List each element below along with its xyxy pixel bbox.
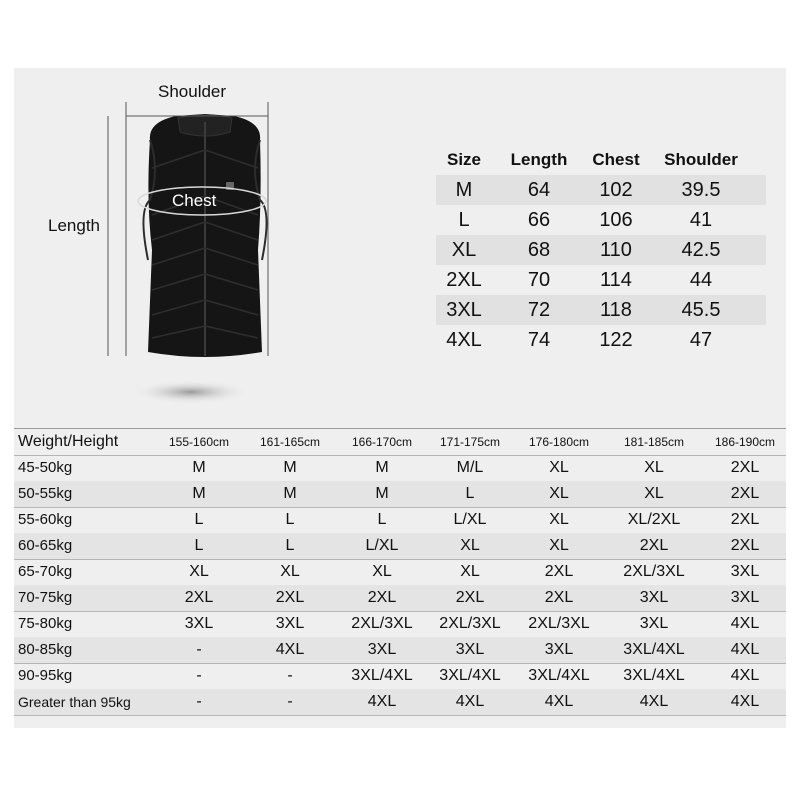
shoulder-cell: 41 (689, 209, 713, 231)
size-recommendation-cell: 2XL (455, 589, 485, 606)
chest-cell: 110 (600, 239, 632, 261)
size-recommendation-cell: 2XL (367, 589, 397, 606)
size-recommendation-cell: 4XL (639, 693, 669, 710)
height-header: 186-190cm (714, 435, 776, 449)
size-recommendation-cell: XL (549, 511, 569, 528)
weight-label: 45-50kg (18, 459, 73, 476)
size-recommendation-cell: XL (460, 537, 480, 554)
weight-label: 75-80kg (18, 615, 73, 632)
size-cell: L (458, 209, 470, 231)
size-recommendation-cell: L/XL (453, 511, 487, 528)
size-recommendation-cell: 4XL (730, 641, 760, 658)
wh-row (14, 611, 786, 638)
size-recommendation-cell: 3XL (184, 615, 214, 632)
size-recommendation-cell: 2XL (184, 589, 214, 606)
size-cell: 3XL (446, 299, 482, 321)
wh-header-row (14, 429, 786, 456)
weight-label: 60-65kg (18, 537, 73, 554)
size-recommendation-cell: 3XL (639, 589, 669, 606)
size-recommendation-cell: M (375, 485, 389, 502)
size-row (436, 205, 766, 235)
size-recommendation-cell: XL (549, 485, 569, 502)
size-recommendation-cell: 3XL (455, 641, 485, 658)
size-recommendation-cell: 3XL (730, 589, 760, 606)
size-recommendation-cell: 4XL (455, 693, 485, 710)
height-header: 161-165cm (259, 435, 321, 449)
size-recommendation-cell: 2XL (730, 511, 760, 528)
size-row (436, 295, 766, 325)
size-recommendation-cell: - (287, 667, 293, 684)
weight-label: 80-85kg (18, 641, 73, 658)
size-recommendation-cell: 2XL/3XL (623, 563, 685, 580)
wh-row (14, 559, 786, 586)
size-recommendation-cell: 2XL (639, 537, 669, 554)
size-recommendation-cell: XL (549, 537, 569, 554)
size-recommendation-cell: M (283, 485, 297, 502)
wh-corner-label: Weight/Height (18, 433, 119, 450)
length-cell: 72 (527, 299, 551, 321)
weight-label: 90-95kg (18, 667, 73, 684)
size-recommendation-cell: 2XL (730, 537, 760, 554)
shoulder-cell: 47 (689, 329, 713, 351)
size-row (436, 175, 766, 205)
weight-label: 50-55kg (18, 485, 73, 502)
wh-row (14, 637, 786, 664)
size-recommendation-cell: XL (189, 563, 209, 580)
weight-label: Greater than 95kg (18, 694, 131, 710)
size-recommendation-cell: 2XL/3XL (528, 615, 590, 632)
size-recommendation-cell: XL (644, 459, 664, 476)
size-recommendation-cell: XL (549, 459, 569, 476)
size-recommendation-cell: 2XL (275, 589, 305, 606)
size-recommendation-cell: 3XL (367, 641, 397, 658)
wh-row (14, 689, 786, 716)
wh-row (14, 481, 786, 508)
size-recommendation-cell: 3XL (730, 563, 760, 580)
size-recommendation-cell: 4XL (730, 615, 760, 632)
size-recommendation-cell: - (196, 641, 202, 658)
size-recommendation-cell: - (196, 667, 202, 684)
size-row (436, 235, 766, 265)
wh-row (14, 663, 786, 690)
length-cell: 66 (527, 209, 551, 231)
size-table-header (436, 145, 766, 175)
size-row (436, 325, 766, 355)
weight-label: 65-70kg (18, 563, 73, 580)
height-header: 171-175cm (439, 435, 501, 449)
length-cell: 70 (527, 269, 551, 291)
height-header: 155-160cm (168, 435, 230, 449)
size-recommendation-cell: XL/2XL (627, 511, 681, 528)
height-header: 166-170cm (351, 435, 413, 449)
length-cell: 64 (527, 179, 551, 201)
size-recommendation-cell: L (285, 511, 295, 528)
size-recommendation-cell: 3XL/4XL (623, 641, 685, 658)
chest-cell: 102 (599, 179, 633, 201)
header-length: Length (510, 150, 568, 169)
shoulder-cell: 44 (689, 269, 713, 291)
size-recommendation-cell: 2XL (544, 589, 574, 606)
size-recommendation-cell: XL (372, 563, 392, 580)
height-header: 176-180cm (528, 435, 590, 449)
header-chest: Chest (592, 150, 640, 169)
size-cell: 4XL (446, 329, 482, 351)
size-recommendation-cell: M/L (456, 459, 484, 476)
height-header: 181-185cm (623, 435, 685, 449)
shoulder-cell: 39.5 (681, 179, 721, 201)
weight-label: 55-60kg (18, 511, 73, 528)
size-recommendation-cell: 3XL (275, 615, 305, 632)
size-recommendation-cell: L (194, 511, 204, 528)
size-recommendation-cell: L (285, 537, 295, 554)
size-recommendation-cell: L (465, 485, 475, 502)
size-recommendation-cell: 2XL/3XL (439, 615, 501, 632)
wh-row (14, 455, 786, 482)
length-cell: 68 (527, 239, 551, 261)
size-cell: XL (451, 239, 477, 261)
size-recommendation-cell: 2XL (544, 563, 574, 580)
size-recommendation-cell: L/XL (365, 537, 399, 554)
size-row (436, 265, 766, 295)
wh-row (14, 585, 786, 612)
size-recommendation-cell: XL (280, 563, 300, 580)
header-shoulder: Shoulder (664, 150, 738, 169)
size-recommendation-cell: M (192, 459, 206, 476)
size-recommendation-cell: 4XL (544, 693, 574, 710)
chest-cell: 106 (599, 209, 633, 231)
size-recommendation-cell: 4XL (730, 667, 760, 684)
shoulder-cell: 45.5 (681, 299, 721, 321)
size-recommendation-cell: M (375, 459, 389, 476)
size-recommendation-cell: 2XL (730, 459, 760, 476)
size-recommendation-cell: 3XL/4XL (351, 667, 413, 684)
size-recommendation-cell: 2XL/3XL (351, 615, 413, 632)
chest-cell: 122 (599, 329, 633, 351)
chest-label: Chest (172, 191, 217, 210)
size-recommendation-cell: - (196, 693, 202, 710)
header-size: Size (446, 150, 482, 169)
wh-row (14, 533, 786, 560)
size-recommendation-cell: XL (460, 563, 480, 580)
size-recommendation-cell: L (194, 537, 204, 554)
chest-cell: 114 (600, 269, 632, 291)
size-recommendation-cell: 3XL/4XL (439, 667, 501, 684)
size-recommendation-cell: - (287, 693, 293, 710)
length-cell: 74 (527, 329, 551, 351)
size-cell: 2XL (446, 269, 482, 291)
size-cell: M (455, 179, 473, 201)
shoulder-label: Shoulder (158, 82, 227, 101)
size-recommendation-cell: 4XL (730, 693, 760, 710)
shoulder-cell: 42.5 (681, 239, 721, 261)
vest-shadow (131, 380, 251, 404)
chest-cell: 118 (600, 299, 632, 321)
size-recommendation-cell: 3XL/4XL (528, 667, 590, 684)
size-recommendation-cell: 4XL (367, 693, 397, 710)
size-recommendation-cell: 3XL/4XL (623, 667, 685, 684)
wh-row (14, 507, 786, 534)
size-recommendation-cell: 4XL (275, 641, 305, 658)
weight-label: 70-75kg (18, 589, 73, 606)
size-recommendation-cell: 3XL (544, 641, 574, 658)
size-recommendation-cell: 2XL (730, 485, 760, 502)
size-recommendation-cell: 3XL (639, 615, 669, 632)
size-recommendation-cell: XL (644, 485, 664, 502)
size-recommendation-cell: L (377, 511, 387, 528)
length-label: Length (48, 216, 100, 235)
size-recommendation-cell: M (283, 459, 297, 476)
size-recommendation-cell: M (192, 485, 206, 502)
